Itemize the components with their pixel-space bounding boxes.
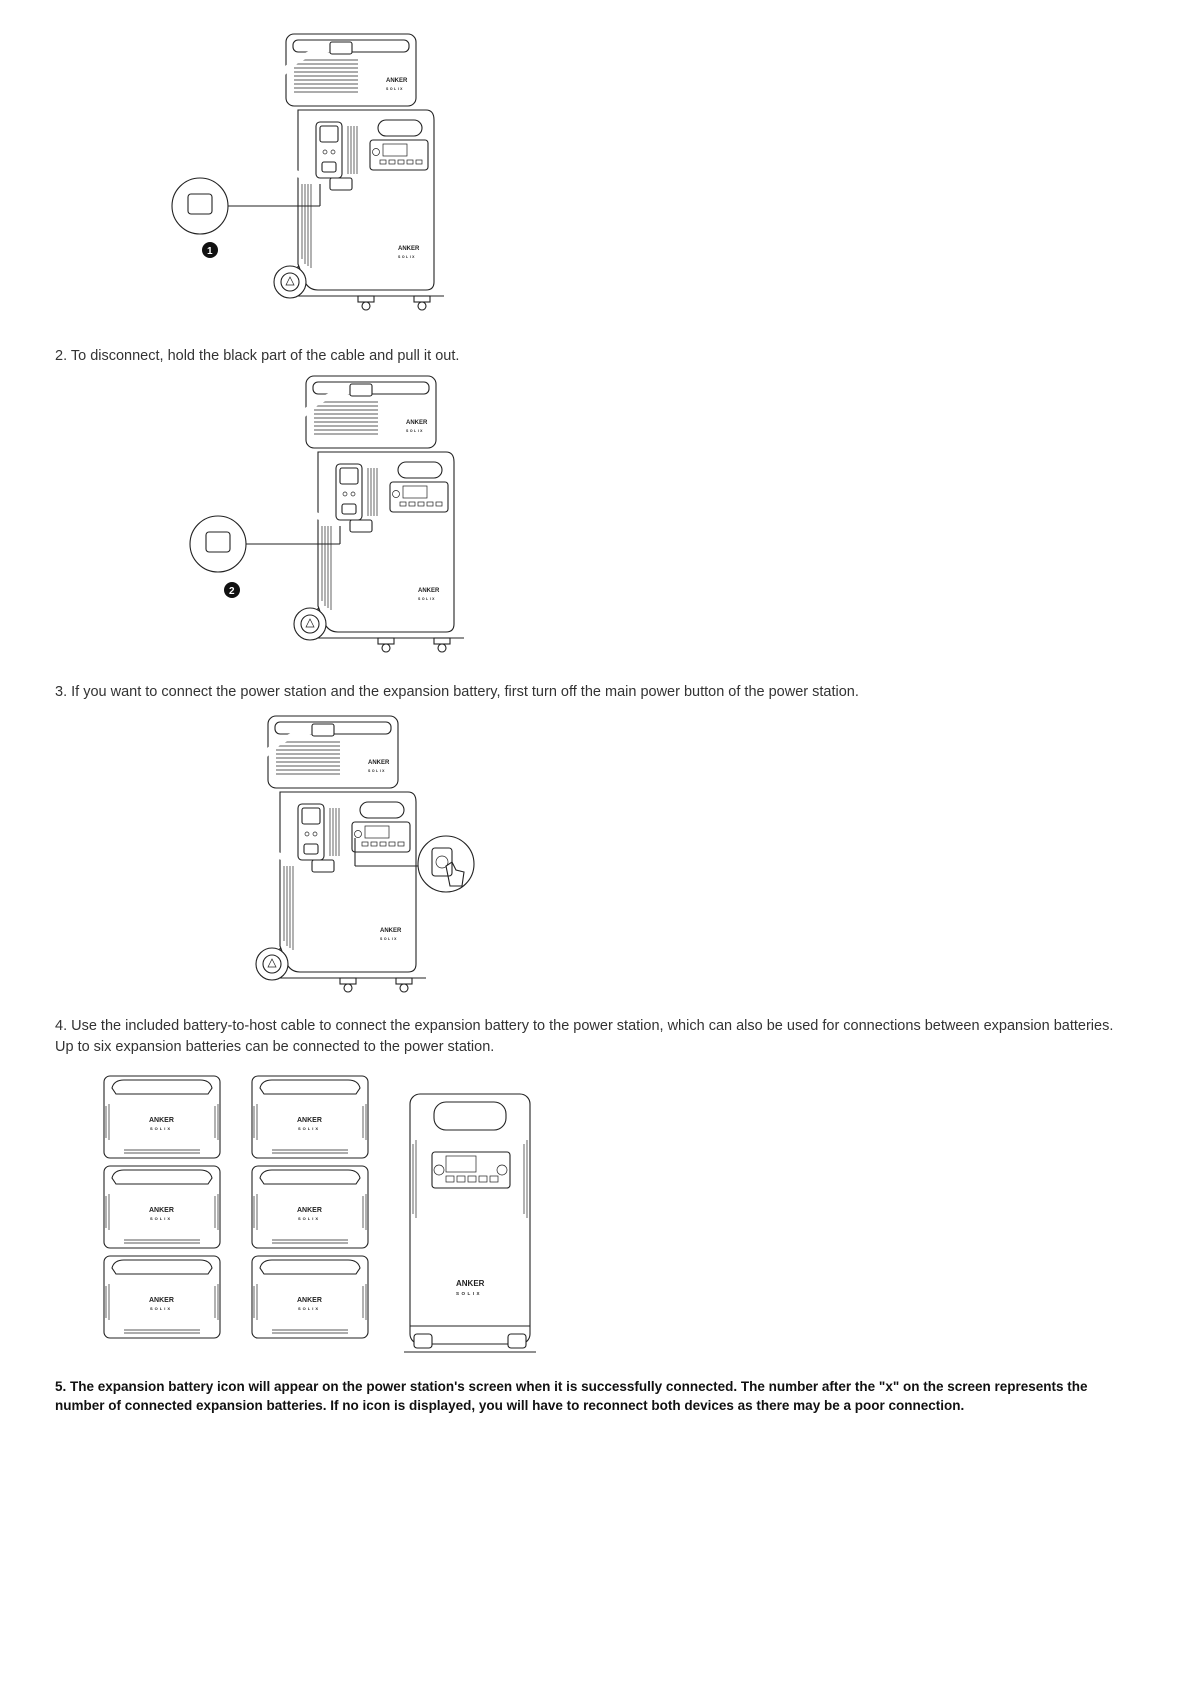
step-4-text: 4. Use the included battery-to-host cable to connect the expansion battery to the power station, which can also be used for connections between expansion batteries. Up to six expansion batteries can be connected to the power station. <box>55 1018 1114 1055</box>
figure-1-stacked-units <box>170 34 470 334</box>
step-3-text: 3. If you want to connect the power station and the expansion battery, first turn off the main power button of the power station. <box>55 684 859 700</box>
callout-1-label: 1 <box>207 246 213 257</box>
step-5-text: 5. The expansion battery icon will appear on the power station's screen when it is successfully connected. The number after the "x" on the screen represents the number of connected expansion batteries. If no icon is displayed, you will have to reconnect both devices as there may be a poor connection. <box>55 1379 1088 1413</box>
callout-2-label: 2 <box>229 586 235 597</box>
figure-2-disconnect <box>190 376 490 676</box>
step-2-text: 2. To disconnect, hold the black part of the cable and pull it out. <box>55 348 460 364</box>
figure-4-six-batteries-and-station <box>100 1072 580 1362</box>
figure-3-power-button <box>180 716 500 1006</box>
